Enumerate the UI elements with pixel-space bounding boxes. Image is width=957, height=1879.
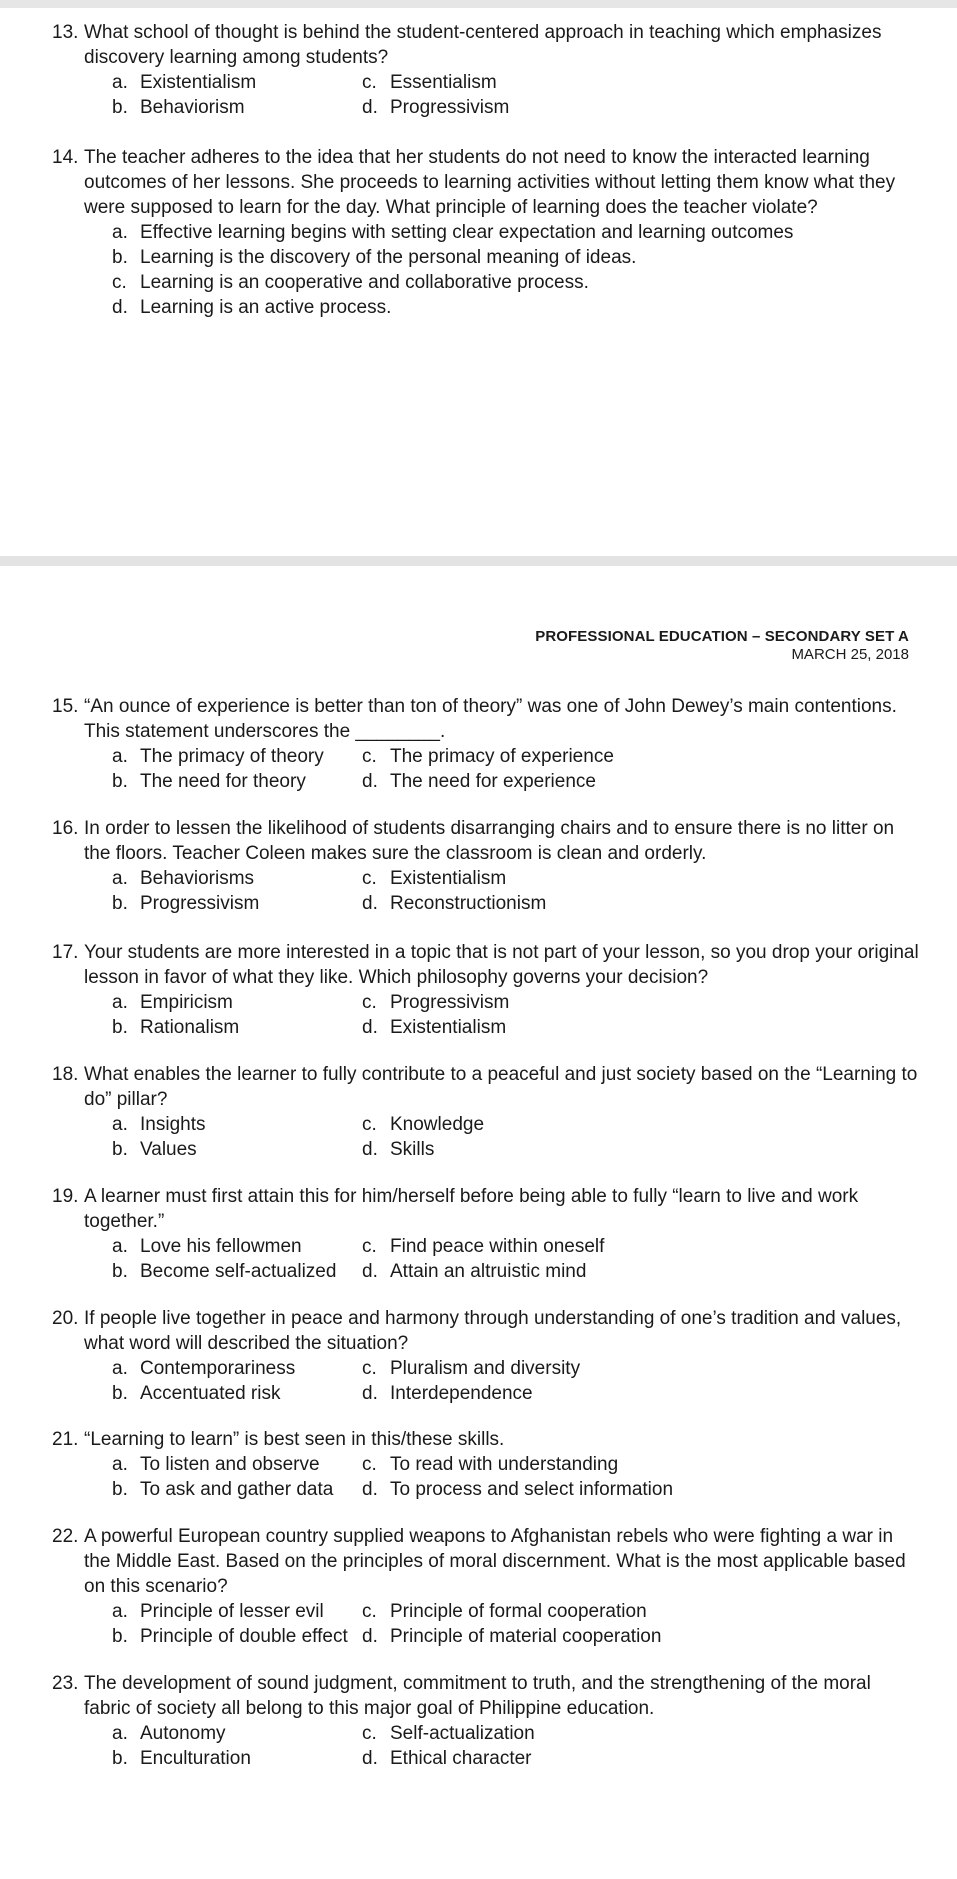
question-text: “An ounce of experience is better than ton of theory” was one of John Dewey’s main contentions. This statement underscores the ________. — [84, 696, 897, 742]
choice-letter: a. — [112, 1601, 128, 1622]
choices — [112, 1356, 922, 1406]
choice-a — [112, 1721, 362, 1746]
choice-c — [362, 1234, 662, 1259]
question-19 — [52, 1184, 922, 1284]
exam-page-top — [0, 0, 957, 556]
choice-b — [112, 891, 362, 916]
question-18 — [52, 1062, 922, 1162]
choice-b — [112, 1015, 362, 1040]
choice-letter: d. — [362, 1261, 378, 1282]
choice-text: Ethical character — [390, 1748, 532, 1769]
choice-a — [112, 1356, 362, 1381]
choice-text: Progressivism — [390, 97, 510, 118]
choice-text: The need for experience — [390, 771, 596, 792]
choices — [112, 1599, 922, 1649]
choice-c — [362, 70, 662, 95]
header-title: PROFESSIONAL EDUCATION – SECONDARY SET A — [535, 628, 909, 645]
question-14 — [52, 145, 922, 320]
choice-letter: d. — [112, 297, 128, 318]
choice-text: Values — [140, 1139, 197, 1160]
choice-letter: b. — [112, 1479, 128, 1500]
choice-letter: a. — [112, 1114, 128, 1135]
choice-text: The primacy of theory — [140, 746, 324, 767]
choice-letter: b. — [112, 1383, 128, 1404]
choice-d — [362, 1259, 662, 1284]
choice-text: Skills — [390, 1139, 435, 1160]
choice-text: Rationalism — [140, 1017, 240, 1038]
choice-text: Empiricism — [140, 992, 233, 1013]
choice-letter: a. — [112, 746, 128, 767]
question-15 — [52, 694, 922, 794]
choice-letter: b. — [112, 247, 128, 268]
choice-a — [112, 70, 362, 95]
choices — [112, 220, 922, 320]
choice-text: Learning is an active process. — [140, 297, 392, 318]
choice-text: To read with understanding — [390, 1454, 619, 1475]
choice-b — [112, 1624, 362, 1649]
choice-d — [362, 1624, 662, 1649]
choice-a — [112, 1599, 362, 1624]
choice-c — [362, 1721, 662, 1746]
choice-b — [112, 1746, 362, 1771]
choice-b — [112, 1259, 362, 1284]
choice-text: Knowledge — [390, 1114, 485, 1135]
choice-letter: a. — [112, 222, 128, 243]
choice-b — [112, 245, 922, 270]
question-text: The development of sound judgment, commitment to truth, and the strengthening of the moral fabric of society all belong to this major goal of Philippine education. — [84, 1673, 871, 1719]
question-number: 20. — [52, 1308, 79, 1329]
choice-d — [362, 891, 662, 916]
question-number: 14. — [52, 147, 79, 168]
choice-c — [362, 990, 662, 1015]
choice-letter: c. — [362, 1358, 377, 1379]
question-number: 15. — [52, 696, 79, 717]
choice-a — [112, 990, 362, 1015]
choice-letter: d. — [362, 97, 378, 118]
choice-letter: a. — [112, 1358, 128, 1379]
header-date: MARCH 25, 2018 — [791, 646, 909, 663]
choice-letter: a. — [112, 868, 128, 889]
choice-letter: d. — [362, 1139, 378, 1160]
choice-letter: c. — [362, 1236, 377, 1257]
choice-letter: b. — [112, 1748, 128, 1769]
choice-text: Progressivism — [140, 893, 260, 914]
question-stem — [52, 1184, 922, 1234]
question-13 — [52, 20, 922, 120]
choice-c — [112, 270, 922, 295]
choice-text: Essentialism — [390, 72, 497, 93]
choice-c — [362, 1356, 662, 1381]
choice-text: Attain an altruistic mind — [390, 1261, 587, 1282]
question-stem — [52, 1524, 922, 1599]
choice-text: Principle of formal cooperation — [390, 1601, 647, 1622]
page-separator — [0, 556, 957, 566]
choice-text: Pluralism and diversity — [390, 1358, 581, 1379]
choices — [112, 744, 922, 794]
choice-letter: b. — [112, 1261, 128, 1282]
question-text: A powerful European country supplied weapons to Afghanistan rebels who were fighting a war in the Middle East. Based on the principles of moral discernment. What is the most applicable based on this scenario? — [84, 1526, 906, 1597]
question-stem — [52, 694, 922, 744]
choice-text: Existentialism — [140, 72, 257, 93]
question-20 — [52, 1306, 922, 1406]
question-23 — [52, 1671, 922, 1771]
choice-d — [362, 1746, 662, 1771]
choice-a — [112, 744, 362, 769]
question-stem — [52, 1062, 922, 1112]
question-text: If people live together in peace and harmony through understanding of one’s tradition and values, what word will described the situation? — [84, 1308, 902, 1354]
choice-letter: c. — [112, 272, 127, 293]
question-22 — [52, 1524, 922, 1649]
choice-b — [112, 95, 362, 120]
choice-letter: a. — [112, 1454, 128, 1475]
question-number: 18. — [52, 1064, 79, 1085]
choice-a — [112, 1112, 362, 1137]
choice-letter: b. — [112, 97, 128, 118]
choice-b — [112, 1381, 362, 1406]
choice-c — [362, 1452, 662, 1477]
question-text: “Learning to learn” is best seen in this/these skills. — [84, 1429, 505, 1450]
choice-letter: b. — [112, 893, 128, 914]
choices — [112, 1721, 922, 1771]
choice-text: Principle of lesser evil — [140, 1601, 324, 1622]
choice-letter: b. — [112, 1626, 128, 1647]
choice-letter: d. — [362, 1017, 378, 1038]
question-stem — [52, 1671, 922, 1721]
choice-letter: c. — [362, 992, 377, 1013]
choice-text: Love his fellowmen — [140, 1236, 302, 1257]
choice-d — [112, 295, 922, 320]
choice-text: The need for theory — [140, 771, 306, 792]
question-number: 22. — [52, 1526, 79, 1547]
choice-a — [112, 866, 362, 891]
choice-text: Self-actualization — [390, 1723, 535, 1744]
choice-text: To ask and gather data — [140, 1479, 334, 1500]
choice-text: Learning is an cooperative and collaborative process. — [140, 272, 589, 293]
choices — [112, 1452, 922, 1502]
question-17 — [52, 940, 922, 1040]
choice-letter: a. — [112, 72, 128, 93]
choice-b — [112, 1477, 362, 1502]
choice-letter: a. — [112, 1723, 128, 1744]
choice-text: Progressivism — [390, 992, 510, 1013]
choice-letter: c. — [362, 746, 377, 767]
choice-letter: c. — [362, 1723, 377, 1744]
question-number: 19. — [52, 1186, 79, 1207]
question-stem — [52, 20, 922, 70]
choice-letter: c. — [362, 1114, 377, 1135]
choices — [112, 70, 922, 120]
choice-d — [362, 769, 662, 794]
choice-letter: a. — [112, 992, 128, 1013]
choice-d — [362, 95, 662, 120]
choice-text: Principle of double effect — [140, 1626, 348, 1647]
choice-text: Become self-actualized — [140, 1261, 337, 1282]
choice-letter: c. — [362, 868, 377, 889]
page-header — [535, 628, 909, 664]
choice-d — [362, 1477, 674, 1502]
choice-text: To listen and observe — [140, 1454, 320, 1475]
choice-text: Enculturation — [140, 1748, 251, 1769]
question-number: 23. — [52, 1673, 79, 1694]
choice-text: Find peace within oneself — [390, 1236, 605, 1257]
choice-c — [362, 744, 662, 769]
choice-a — [112, 1234, 362, 1259]
choice-letter: a. — [112, 1236, 128, 1257]
choice-text: Contemporariness — [140, 1358, 296, 1379]
choice-text: Learning is the discovery of the personal meaning of ideas. — [140, 247, 637, 268]
choice-text: Reconstructionism — [390, 893, 547, 914]
choice-letter: d. — [362, 1479, 378, 1500]
choice-c — [362, 1599, 662, 1624]
choice-letter: d. — [362, 1383, 378, 1404]
choice-b — [112, 1137, 362, 1162]
question-number: 21. — [52, 1429, 79, 1450]
choice-b — [112, 769, 362, 794]
choice-text: Insights — [140, 1114, 206, 1135]
choice-text: The primacy of experience — [390, 746, 614, 767]
choice-text: Accentuated risk — [140, 1383, 281, 1404]
question-21 — [52, 1427, 922, 1502]
choice-text: Behaviorism — [140, 97, 245, 118]
question-stem — [52, 1427, 922, 1452]
question-stem — [52, 940, 922, 990]
choice-text: Interdependence — [390, 1383, 533, 1404]
choice-letter: b. — [112, 1017, 128, 1038]
question-text: What enables the learner to fully contribute to a peaceful and just society based on the “Learning to do” pillar? — [84, 1064, 918, 1110]
question-text: In order to lessen the likelihood of students disarranging chairs and to ensure there is no litter on the floors. Teacher Coleen makes sure the classroom is clean and orderly. — [84, 818, 895, 864]
exam-page-bottom — [0, 566, 957, 1879]
choice-c — [362, 866, 662, 891]
choice-letter: c. — [362, 72, 377, 93]
choice-letter: d. — [362, 771, 378, 792]
question-stem — [52, 1306, 922, 1356]
choice-letter: b. — [112, 1139, 128, 1160]
question-number: 13. — [52, 22, 79, 43]
choices — [112, 990, 922, 1040]
question-16 — [52, 816, 922, 916]
choice-text: Existentialism — [390, 1017, 507, 1038]
choices — [112, 866, 922, 916]
choice-d — [362, 1137, 662, 1162]
question-stem — [52, 816, 922, 866]
choices — [112, 1234, 922, 1284]
choice-a — [112, 1452, 362, 1477]
question-text: Your students are more interested in a topic that is not part of your lesson, so you drop your original lesson in favor of what they like. Which philosophy governs your decision? — [84, 942, 919, 988]
choice-letter: c. — [362, 1454, 377, 1475]
question-text: What school of thought is behind the student-centered approach in teaching which emphasizes discovery learning among students? — [84, 22, 882, 68]
choice-text: Existentialism — [390, 868, 507, 889]
choice-letter: d. — [362, 1626, 378, 1647]
question-text: A learner must first attain this for him/herself before being able to fully “learn to live and work together.” — [84, 1186, 859, 1232]
choices — [112, 1112, 922, 1162]
question-number: 16. — [52, 818, 79, 839]
question-text: The teacher adheres to the idea that her students do not need to know the interacted learning outcomes of her lessons. She proceeds to learning activities without letting them know what they were supposed to learn for the day. What principle of learning does the teacher violate? — [84, 147, 896, 218]
choice-d — [362, 1015, 662, 1040]
choice-letter: b. — [112, 771, 128, 792]
choice-c — [362, 1112, 662, 1137]
choice-letter: d. — [362, 1748, 378, 1769]
choice-text: Autonomy — [140, 1723, 226, 1744]
choice-text: Behaviorisms — [140, 868, 255, 889]
choice-letter: c. — [362, 1601, 377, 1622]
choice-text: Effective learning begins with setting clear expectation and learning outcomes — [140, 222, 794, 243]
choice-text: Principle of material cooperation — [390, 1626, 662, 1647]
choice-text: To process and select information — [390, 1479, 674, 1500]
question-number: 17. — [52, 942, 79, 963]
question-stem — [52, 145, 922, 220]
choice-a — [112, 220, 922, 245]
choice-letter: d. — [362, 893, 378, 914]
choice-d — [362, 1381, 662, 1406]
